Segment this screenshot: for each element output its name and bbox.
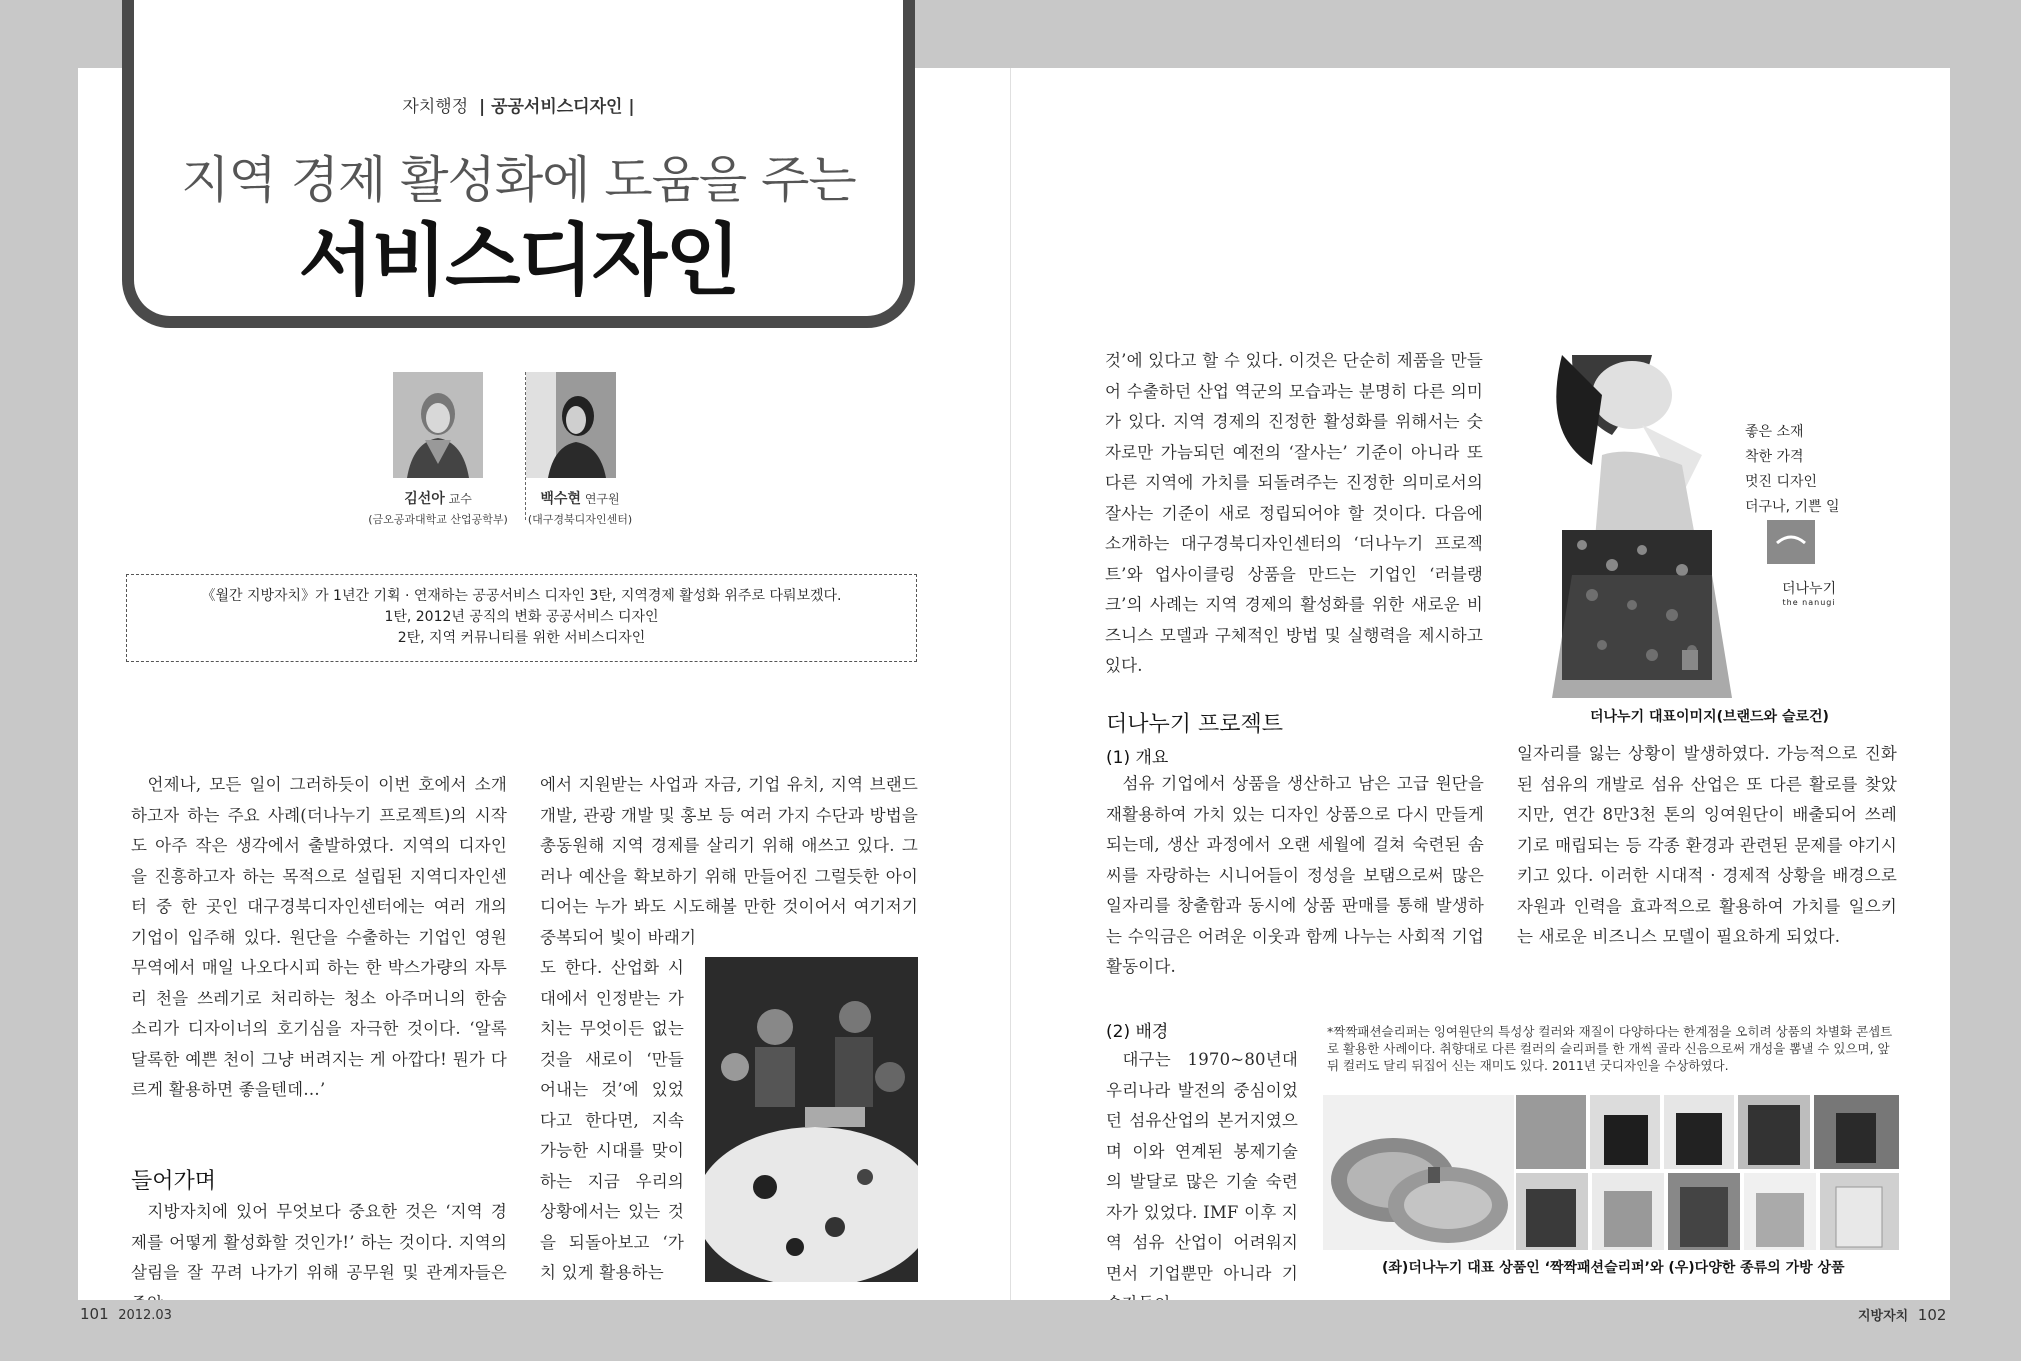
right-top-text [1105, 346, 1483, 682]
brand-logo-text [1782, 578, 1836, 607]
product-caption: (좌)더나누기 대표 상품인 ‘짝짝패션슬리퍼’와 (우)다양한 종류의 가방 상품 [1382, 1260, 1845, 1276]
title-line-2: 서비스디자인 [298, 216, 739, 306]
bag-photo-grid [1516, 1095, 1899, 1250]
background-text [1106, 1045, 1298, 1320]
author-affiliation: (금오공과대학교 산업공학부) [368, 513, 508, 526]
logo-mark [1767, 520, 1815, 564]
notice-line: 《월간 지방자치》가 1년간 기획 · 연재하는 공공서비스 디자인 3탄, 지역경제 활성화 위주로 다뤄보겠다. [201, 588, 842, 604]
author-photo-baek [526, 372, 616, 478]
author-affiliation: (대구경북디자인센터) [527, 513, 633, 526]
author-caption-kim [360, 488, 516, 527]
slogan-line: 더구나, 기쁜 일 [1745, 499, 1840, 515]
author-name: 김선아 [404, 491, 445, 507]
body-paragraph: 것’에 있다고 할 수 있다. 이것은 단순히 제품을 만들어 수출하던 산업 역군의 모습과는 분명히 다른 의미가 있다. 지역 경제의 진정한 활성화를 위해서는 숫자로만 가늠되던 예전의 ‘잘사는’ 기준이 아니라 또 다른 지역에 가치를 되돌려주는 진정한 의미로서의 잘사는 기준이 새로 정립되어야 할 것이다. 다음에 소개하는 대구경북디자인센터의 ‘더나누기 프로젝트’와 업사이클링 상품을 만드는 기업인 ‘러블랭크’의 사례는 지역 경제의 활성화를 위한 새로운 비즈니스 모델과 구체적인 방법 및 실행력을 제시하고 있다. [1105, 351, 1483, 675]
section-name: 자치행정 [402, 97, 469, 117]
body-paragraph: 섬유 기업에서 상품을 생산하고 남은 고급 원단을 재활용하여 가치 있는 디자인 상품으로 다시 만들게 되는데, 생산 과정에서 오랜 세월에 걸쳐 숙련된 솜씨를 자랑하는 시니어들이 정성을 보탬으로써 많은 일자리를 창출함과 동시에 상품 판매를 통해 발생하는 수익금은 어려운 이웃과 함께 나누는 사회적 기업 활동이다. [1106, 774, 1484, 976]
brand-slogan [1745, 420, 1840, 520]
right-col2-text [1517, 739, 1897, 953]
subheading-background: (2) 배경 [1106, 1022, 1169, 1042]
title-box [122, 0, 915, 328]
page-number: 102 [1917, 1306, 1947, 1324]
left-col1-intro [131, 770, 507, 1106]
body-paragraph: 일자리를 잃는 상황이 발생하였다. 가능적으로 진화된 섬유의 개발로 섬유 산업은 또 다른 활로를 찾았지만, 연간 8만3천 톤의 잉여원단이 배출되어 쓰레기로 매립되는 등 각종 환경과 관련된 문제를 야기시키고 있다. 이러한 시대적 · 경제적 상황을 배경으로 자원과 인력을 효과적으로 활용하여 가치를 일으키는 새로운 비즈니스 모델이 필요하게 되었다. [1517, 744, 1897, 946]
title-line-1: 지역 경제 활성화에 도움을 주는 [181, 151, 856, 209]
slipper-photo [1323, 1095, 1514, 1250]
slogan-line: 착한 가격 [1745, 449, 1804, 465]
bags-illustration [1516, 1095, 1899, 1250]
right-page-number [1858, 1305, 1946, 1324]
author-role: 교수 [448, 492, 472, 506]
workshop-photo [705, 957, 918, 1282]
overview-text [1106, 769, 1484, 983]
page-gutter [1010, 68, 1011, 1300]
project-heading: 더나누기 프로젝트 [1106, 712, 1284, 737]
portrait-illustration [526, 372, 616, 478]
author-name: 백수현 [540, 491, 581, 507]
brand-photo-caption: 더나누기 대표이미지(브랜드와 슬로건) [1590, 709, 1829, 725]
magazine-name: 지방자치 [1858, 1309, 1909, 1324]
issue-date: 2012.03 [118, 1308, 172, 1323]
workshop-illustration [705, 957, 918, 1282]
left-col2-narrow [540, 953, 684, 1289]
subsection-name: | 공공서비스디자인 | [478, 97, 635, 117]
subheading-overview: (1) 개요 [1106, 748, 1169, 768]
notice-line: 1탄, 2012년 공직의 변화 공공서비스 디자인 [384, 609, 659, 625]
footer-bar [0, 1300, 2021, 1361]
left-page-number [80, 1305, 172, 1323]
author-photo-kim [393, 372, 483, 478]
notice-line: 2탄, 지역 커뮤니티를 위한 서비스디자인 [397, 630, 646, 646]
slipper-illustration [1323, 1095, 1514, 1250]
author-role: 연구원 [584, 492, 620, 506]
section-label [134, 92, 903, 117]
product-note: *짝짝패션슬리퍼는 잉여원단의 특성상 컬러와 재질이 다양하다는 한계점을 오히려 상품의 차별화 콘셉트로 활용한 사례이다. 취향대로 다른 컬러의 슬리퍼를 한 개씩 골라 신음으로써 개성을 뽐낼 수 있으며, 앞뒤 컬러도 달리 뒤집어 신는 재미도 있다. 2011년 굿디자인을 수상하였다. [1327, 1024, 1893, 1073]
author-caption-baek [520, 488, 640, 527]
model-with-bag-illustration [1532, 355, 1900, 698]
left-col2-top [540, 770, 918, 953]
slogan-line: 좋은 소재 [1745, 424, 1804, 440]
logo-subname: the nanugi [1782, 598, 1836, 607]
body-paragraph: 대구는 1970~80년대 우리나라 발전의 중심이었던 섬유산업의 본거지였으며 이와 연계된 봉제기술의 발달로 많은 기술 숙련자가 있었다. IMF 이후 지역 섬유 산업이 어려워지면서 기업뿐만 아니라 기 [1106, 1050, 1298, 1283]
body-paragraph: 도 한다. 산업화 시대에서 인정받는 가치는 무엇이든 없는 것을 새로이 ‘만들어내는 것’에 있었다고 한다면, 지속가능한 시대를 맞이하는 지금 우리의 상황에서는 있는 것을 되돌아보고 ‘가치 있게 활용하는 [540, 958, 684, 1282]
series-notice [126, 574, 917, 662]
body-paragraph: 지방자치에 있어 무엇보다 중요한 것은 ‘지역 경제를 어떻게 활성화할 것인가!’ 하는 것이다. 지역의 살림을 잘 꾸려 나가기 위해 공무원 및 관계자들은 [131, 1202, 507, 1282]
logo-name: 더나누기 [1782, 581, 1837, 597]
portrait-illustration [393, 372, 483, 478]
intro-paragraph: 언제나, 모든 일이 그러하듯이 이번 호에서 소개하고자 하는 주요 사례(더나누기 프로젝트)의 시작도 아주 작은 생각에서 출발하였다. 지역의 디자인을 진흥하고자 하는 목적으로 설립된 지역디자인센터 중 한 곳인 대구경북디자인센터에는 여러 개의 기업이 입주해 있다. 원단을 수출하는 기업인 영원무역에서 매일 나오다시피 하는 한 박스가량의 자투리 천을 쓰레기로 처리하는 청소 아주머니의 한숨 소리가 디자이너의 호기심을 자극한 것이다. ‘알록달록한 예쁜 천이 그냥 버려지는 게 아깝다! 뭔가 다르게 활용하면 좋을텐데…’ [131, 775, 507, 1099]
page-number: 101 [80, 1305, 109, 1323]
slogan-line: 멋진 디자인 [1745, 474, 1818, 490]
brand-photo [1532, 355, 1900, 698]
body-paragraph: 에서 지원받는 사업과 자금, 기업 유치, 지역 브랜드 개발, 관광 개발 및 홍보 등 여러 가지 수단과 방법을 총동원해 지역 경제를 살리기 위해 애쓰고 있다. 그러나 예산을 확보하기 위해 만들어진 그럴듯한 아이디어는 누가 봐도 시도해볼 만한 것이어서 여기저기 중복되어 빛이 바래기 [540, 775, 918, 947]
section-heading-intro: 들어가며 [131, 1169, 217, 1194]
